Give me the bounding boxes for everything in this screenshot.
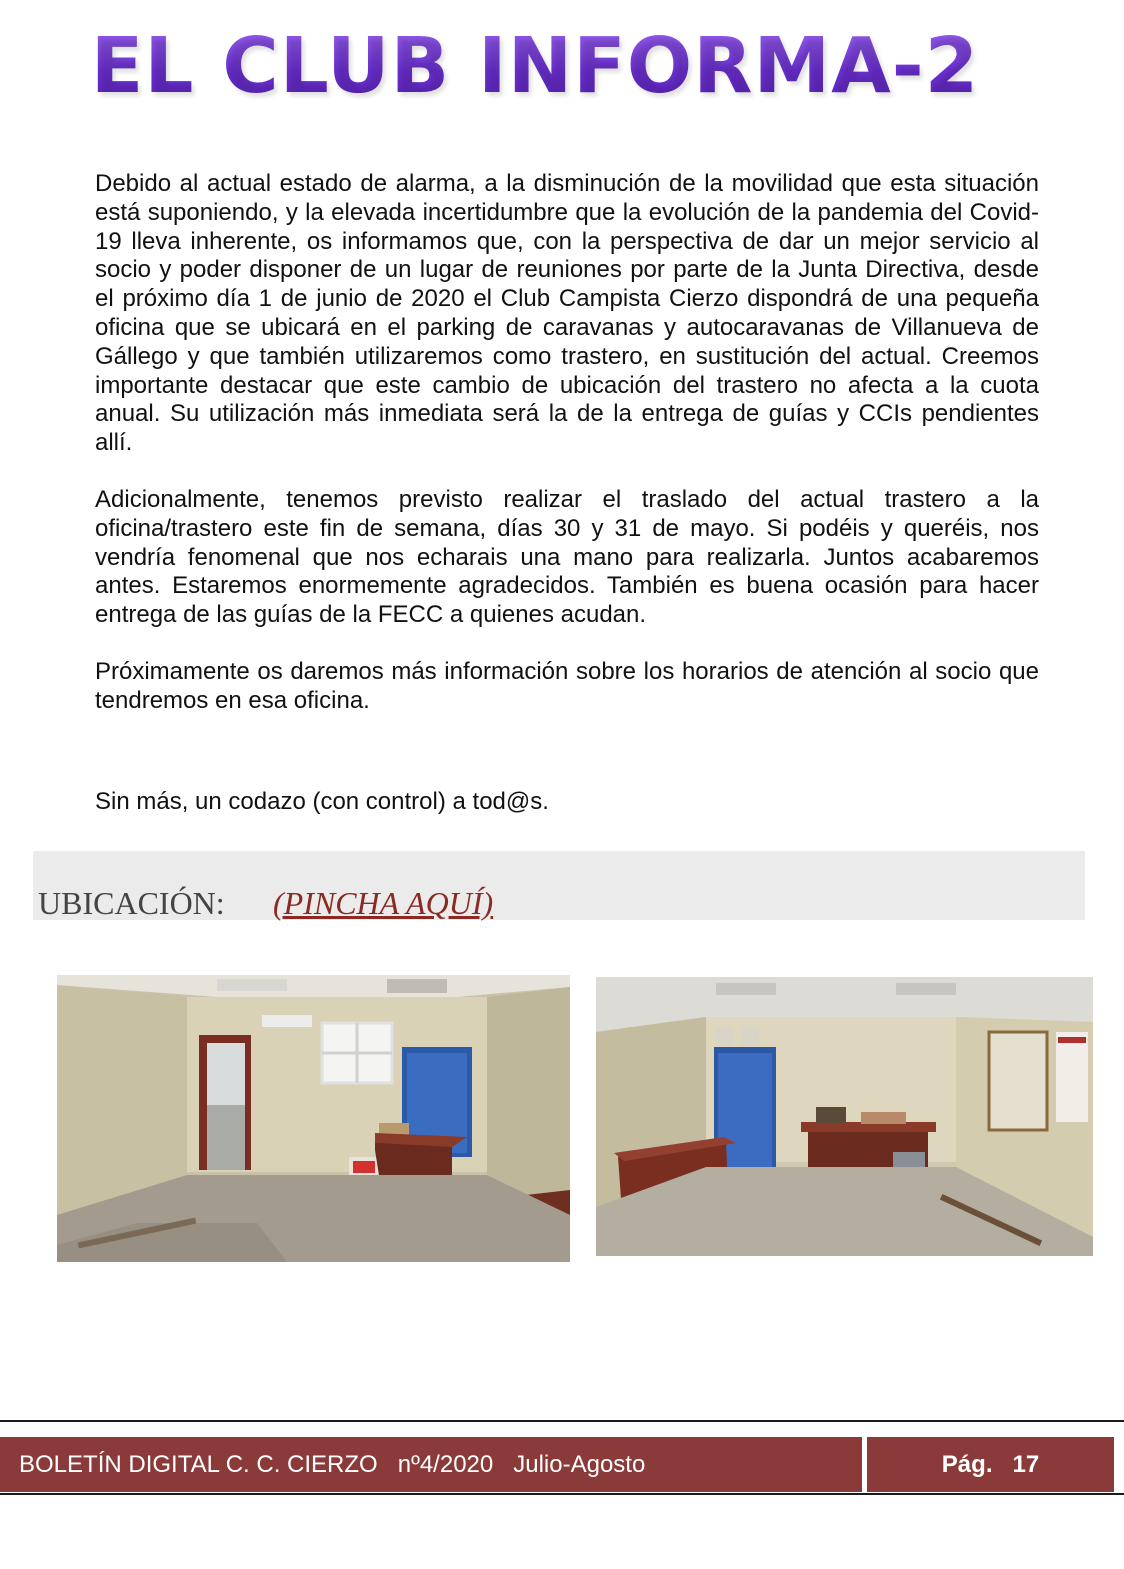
footer-bottom-rule [0, 1493, 1124, 1495]
location-label: UBICACIÓN: [38, 885, 225, 921]
closing-line: Sin más, un codazo (con control) a tod@s. [95, 787, 549, 815]
office-photo-desk [596, 977, 1093, 1256]
footer-publication-text: BOLETÍN DIGITAL C. C. CIERZO nº4/2020 Julio-Agosto [19, 1450, 646, 1478]
page-title: EL CLUB INFORMA-2 [0, 22, 1070, 111]
location-bar [33, 851, 1085, 920]
office-photo-door [57, 975, 570, 1262]
paragraph-1: Debido al actual estado de alarma, a la disminución de la movilidad que esta situación está suponiendo, y la elevada incertidumbre que la evolución de la pandemia del Covid-19 lleva inherente, os informamos que, con la perspectiva de dar un mejor servicio al socio y poder disponer de un lugar de reuniones por parte de la Junta Directiva, desde el próximo día 1 de junio de 2020 el Club Campista Cierzo dispondrá de una pequeña oficina que se ubicará en el parking de caravanas y autocaravanas de Villanueva de Gállego y que también utilizaremos como trastero, en sustitución del actual. Creemos importante destacar que este cambio de ubicación del trastero no afecta a la cuota anual. Su utilización más inmediata será la de la entrega de guías y CCIs pendientes allí. [95, 170, 1039, 457]
location-link[interactable]: (PINCHA AQUÍ) [273, 885, 494, 921]
article-body [95, 170, 1039, 844]
paragraph-2: Adicionalmente, tenemos previsto realizar el traslado del actual trastero a la oficina/trastero este fin de semana, días 30 y 31 de mayo. Si podéis y queréis, nos vendría fenomenal que nos echarais una mano para realizarla. Juntos acabaremos antes. Estaremos enormemente agradecidos. También es buena ocasión para hacer entrega de las guías de la FECC a quienes acudan. [95, 485, 1039, 629]
footer-page-number [867, 1437, 1114, 1492]
footer-page-text: Pág. 17 [941, 1450, 1040, 1478]
footer-publication [0, 1437, 862, 1492]
footer-top-rule [0, 1420, 1124, 1422]
paragraph-3: Próximamente os daremos más información sobre los horarios de atención al socio que tendremos en esa oficina. [95, 657, 1039, 714]
